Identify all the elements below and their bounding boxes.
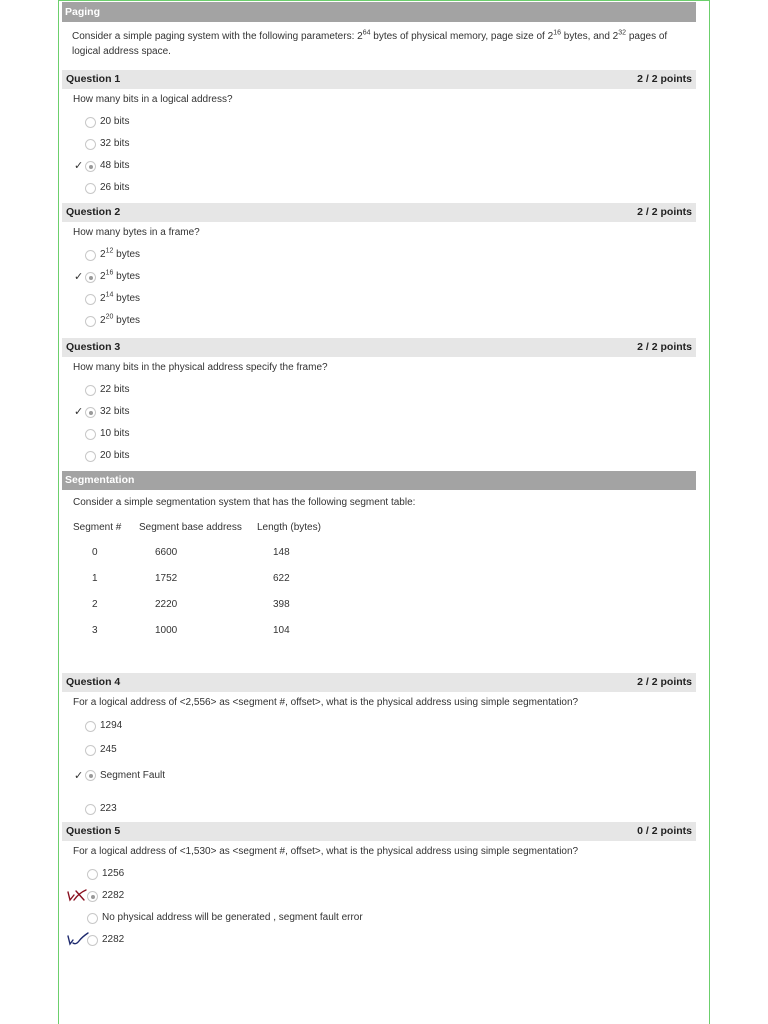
question-header <box>62 203 696 222</box>
table-cell: 148 <box>273 547 290 558</box>
answer-option[interactable]: $2^{14}$ bytes <box>62 288 696 310</box>
radio-button[interactable] <box>85 183 96 194</box>
question-title: Question 5 <box>66 825 121 837</box>
question-header <box>62 822 696 841</box>
table-row <box>73 540 696 566</box>
table-cell: 2 <box>92 599 98 610</box>
question-title: Question 3 <box>66 341 121 353</box>
radio-button[interactable] <box>85 451 96 462</box>
radio-button[interactable] <box>85 385 96 396</box>
section-header-segmentation: Segmentation <box>62 471 696 490</box>
segment-table <box>62 516 696 644</box>
table-cell: 1 <box>92 573 98 584</box>
checkmark-icon: ✓ <box>74 160 84 172</box>
table-cell: 1752 <box>155 573 178 584</box>
checkmark-icon: ✓ <box>74 770 84 782</box>
question-header <box>62 673 696 692</box>
paging-intro: Consider a simple paging system with the following parameters: $2^{64}$ bytes of physical memory, page size of $2^{16}$ bytes, and $2^{32}$ pages of logical address space. <box>72 29 668 57</box>
handwritten-cross-mark-icon <box>66 887 88 903</box>
answer-option[interactable]: 10 bits <box>62 423 696 445</box>
question-header <box>62 338 696 357</box>
answer-option[interactable]: 1256 <box>62 863 696 885</box>
answer-option[interactable]: 2282 <box>62 885 696 907</box>
table-row <box>73 618 696 644</box>
question-title: Question 2 <box>66 206 121 218</box>
answer-option[interactable]: ✓ 48 bits <box>62 155 696 177</box>
radio-button[interactable] <box>85 721 96 732</box>
answer-option[interactable]: ✓ $2^{16}$ bytes <box>62 266 696 288</box>
table-cell: 622 <box>273 573 290 584</box>
radio-button-selected[interactable] <box>85 272 96 283</box>
answer-option[interactable]: 20 bits <box>62 445 696 467</box>
radio-button[interactable] <box>85 745 96 756</box>
question-text: How many bytes in a frame? <box>73 227 200 238</box>
radio-button[interactable] <box>85 250 96 261</box>
radio-button[interactable] <box>85 804 96 815</box>
answer-option[interactable]: 245 <box>62 738 696 762</box>
table-cell: 3 <box>92 625 98 636</box>
answer-option[interactable]: ✓ Segment Fault <box>62 762 696 792</box>
radio-button[interactable] <box>85 294 96 305</box>
table-header-cell: Segment # <box>73 522 122 533</box>
question-text: How many bits in the physical address specify the frame? <box>73 362 328 373</box>
table-cell: 2220 <box>155 599 178 610</box>
checkmark-icon: ✓ <box>74 406 84 418</box>
table-header-cell: Length (bytes) <box>257 522 321 533</box>
radio-button[interactable] <box>85 139 96 150</box>
answer-option[interactable]: 26 bits <box>62 177 696 199</box>
radio-button[interactable] <box>87 869 98 880</box>
radio-button[interactable] <box>87 913 98 924</box>
radio-button[interactable] <box>87 935 98 946</box>
radio-button-selected[interactable] <box>85 161 96 172</box>
question-header <box>62 70 696 89</box>
question-points: 2 / 2 points <box>637 73 692 85</box>
segmentation-intro: Consider a simple segmentation system that has the following segment table: <box>73 497 416 508</box>
radio-button[interactable] <box>85 429 96 440</box>
question-points: 0 / 2 points <box>637 825 692 837</box>
radio-button-selected[interactable] <box>87 891 98 902</box>
table-cell: 6600 <box>155 547 178 558</box>
quiz-content <box>62 2 696 951</box>
answer-option[interactable]: 2282 <box>62 929 696 951</box>
table-cell: 398 <box>273 599 290 610</box>
question-text: How many bits in a logical address? <box>73 94 233 105</box>
section-header-paging: Paging <box>62 2 696 22</box>
radio-button[interactable] <box>85 316 96 327</box>
answer-option[interactable]: ✓ 32 bits <box>62 401 696 423</box>
answer-option[interactable]: $2^{20}$ bytes <box>62 310 696 332</box>
table-cell: 104 <box>273 625 290 636</box>
answer-option[interactable]: No physical address will be generated , segment fault error <box>62 907 696 929</box>
question-points: 2 / 2 points <box>637 206 692 218</box>
question-text: For a logical address of <1,530> as <segment #, offset>, what is the physical address using simple segmentation? <box>73 846 579 857</box>
answer-option[interactable]: 32 bits <box>62 133 696 155</box>
answer-option[interactable]: 223 <box>62 792 696 820</box>
answer-option[interactable]: $2^{12}$ bytes <box>62 244 696 266</box>
table-row <box>73 592 696 618</box>
radio-button-selected[interactable] <box>85 770 96 781</box>
table-cell: 1000 <box>155 625 178 636</box>
checkmark-icon: ✓ <box>74 271 84 283</box>
question-title: Question 1 <box>66 73 121 85</box>
table-cell: 0 <box>92 547 98 558</box>
question-title: Question 4 <box>66 676 121 688</box>
radio-button[interactable] <box>85 117 96 128</box>
question-points: 2 / 2 points <box>637 676 692 688</box>
table-header-cell: Segment base address <box>139 522 242 533</box>
radio-button-selected[interactable] <box>85 407 96 418</box>
question-text: For a logical address of <2,556> as <segment #, offset>, what is the physical address using simple segmentation? <box>73 697 579 708</box>
question-points: 2 / 2 points <box>637 341 692 353</box>
answer-option[interactable]: 1294 <box>62 714 696 738</box>
table-row <box>73 566 696 592</box>
answer-option[interactable]: 22 bits <box>62 379 696 401</box>
table-header-row <box>73 516 696 540</box>
answer-option[interactable]: 20 bits <box>62 111 696 133</box>
